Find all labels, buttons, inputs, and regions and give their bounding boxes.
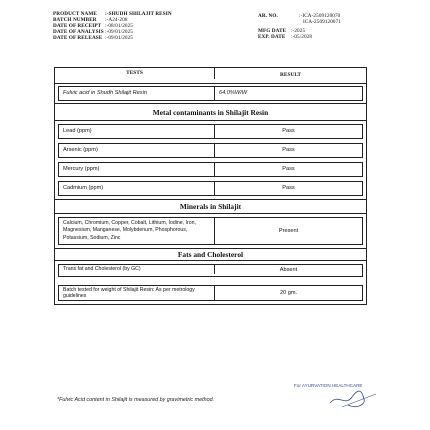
metal-result: Pass [282,166,295,172]
header-value: :-2025 [291,28,306,34]
col-tests-header: TESTS [55,68,215,79]
header-value: :-09/01/2025 [105,29,134,35]
header-right [258,13,341,40]
fats-test: Batch tested for weight of Shilajit Resin: As per metrology guidelines [59,286,215,300]
metal-row [58,124,363,139]
fulvic-box [58,86,363,101]
fulvic-row [55,84,366,104]
metal-title-row [55,104,366,121]
metal-test: Mercury (ppm) [59,163,215,176]
fulvic-test: Fulvic acid in Shudh Shilajit Resin [59,87,215,100]
fats-section-title: Fats and Cholesterol [177,250,244,260]
metal-result: Pass [282,185,295,191]
header-value: :-08/01/2025 [105,23,134,29]
header-value: :-SHUDH SHILAJIT RESIN [105,11,172,17]
header-row-release [53,35,172,41]
header-label: DATE OF ANALYSIS [53,29,104,35]
header-label: DATE OF RECEIPT [53,23,102,29]
header-value: :-A24-208 [105,17,128,23]
header-left [53,11,172,41]
header-label: EXP. DATE [258,34,286,40]
minerals-title-row [55,200,366,214]
signature-scribble-icon [290,383,380,413]
table-header-row [55,68,366,84]
fats-result: 20 gm. [279,289,298,296]
signature [290,383,380,413]
header-value: :-05/2028 [291,34,313,40]
minerals-test: Calcium, Chromium, Copper, Cobalt, Lithium, Iodine, Iron, Magnesium, Manganese, Molybdenum, Phosphorous, Potassium, Sodium, Zinc [59,218,215,244]
footnote: *Fulvic Acid content in Shilajit is measured by gravimetric method. [57,397,215,403]
header-label: PRODUCT NAME [53,11,97,17]
col-result-header: RESULT [279,72,302,78]
fats-rows [55,261,366,304]
metal-result: Pass [282,147,295,153]
metal-rows [55,121,366,200]
header-label: MFG DATE [258,28,287,34]
header-label: AR. NO. [258,13,278,19]
metal-result: Pass [282,128,295,134]
fats-row [58,264,363,277]
fats-test: Trans fat and Cholesterol (by GC) [59,265,215,274]
minerals-section-title: Minerals in Shilajit [179,202,242,211]
metal-row [58,162,363,177]
minerals-rows [55,214,366,249]
metal-row [58,143,363,158]
metal-row [58,181,363,196]
fulvic-result: 64.0%W/W [219,90,247,96]
fats-title-row [55,249,366,261]
header-row-exp [258,34,341,40]
results-table [54,67,367,305]
fats-row [58,285,363,301]
minerals-result: Present [278,228,299,234]
metal-test: Cadmium (ppm) [59,182,215,195]
fats-result: Absent [279,267,298,274]
header-value: ICA-2509120071 [303,19,341,25]
signature-caption: For AYURVATION HEALTHCARE [294,383,363,388]
header-label: DATE OF RELEASE [53,35,103,41]
header-value: :-09/01/2025 [105,35,134,41]
metal-test: Arsenic (ppm) [59,144,215,157]
minerals-row [58,217,363,245]
header-row-ar2 [258,19,341,25]
metal-section-title: Metal contaminants in Shilajit Resin [152,107,269,117]
metal-test: Lead (ppm) [59,125,215,138]
header-label: BATCH NUMBER [53,17,97,23]
header-value: :-ICA-2509120070 [299,13,341,19]
